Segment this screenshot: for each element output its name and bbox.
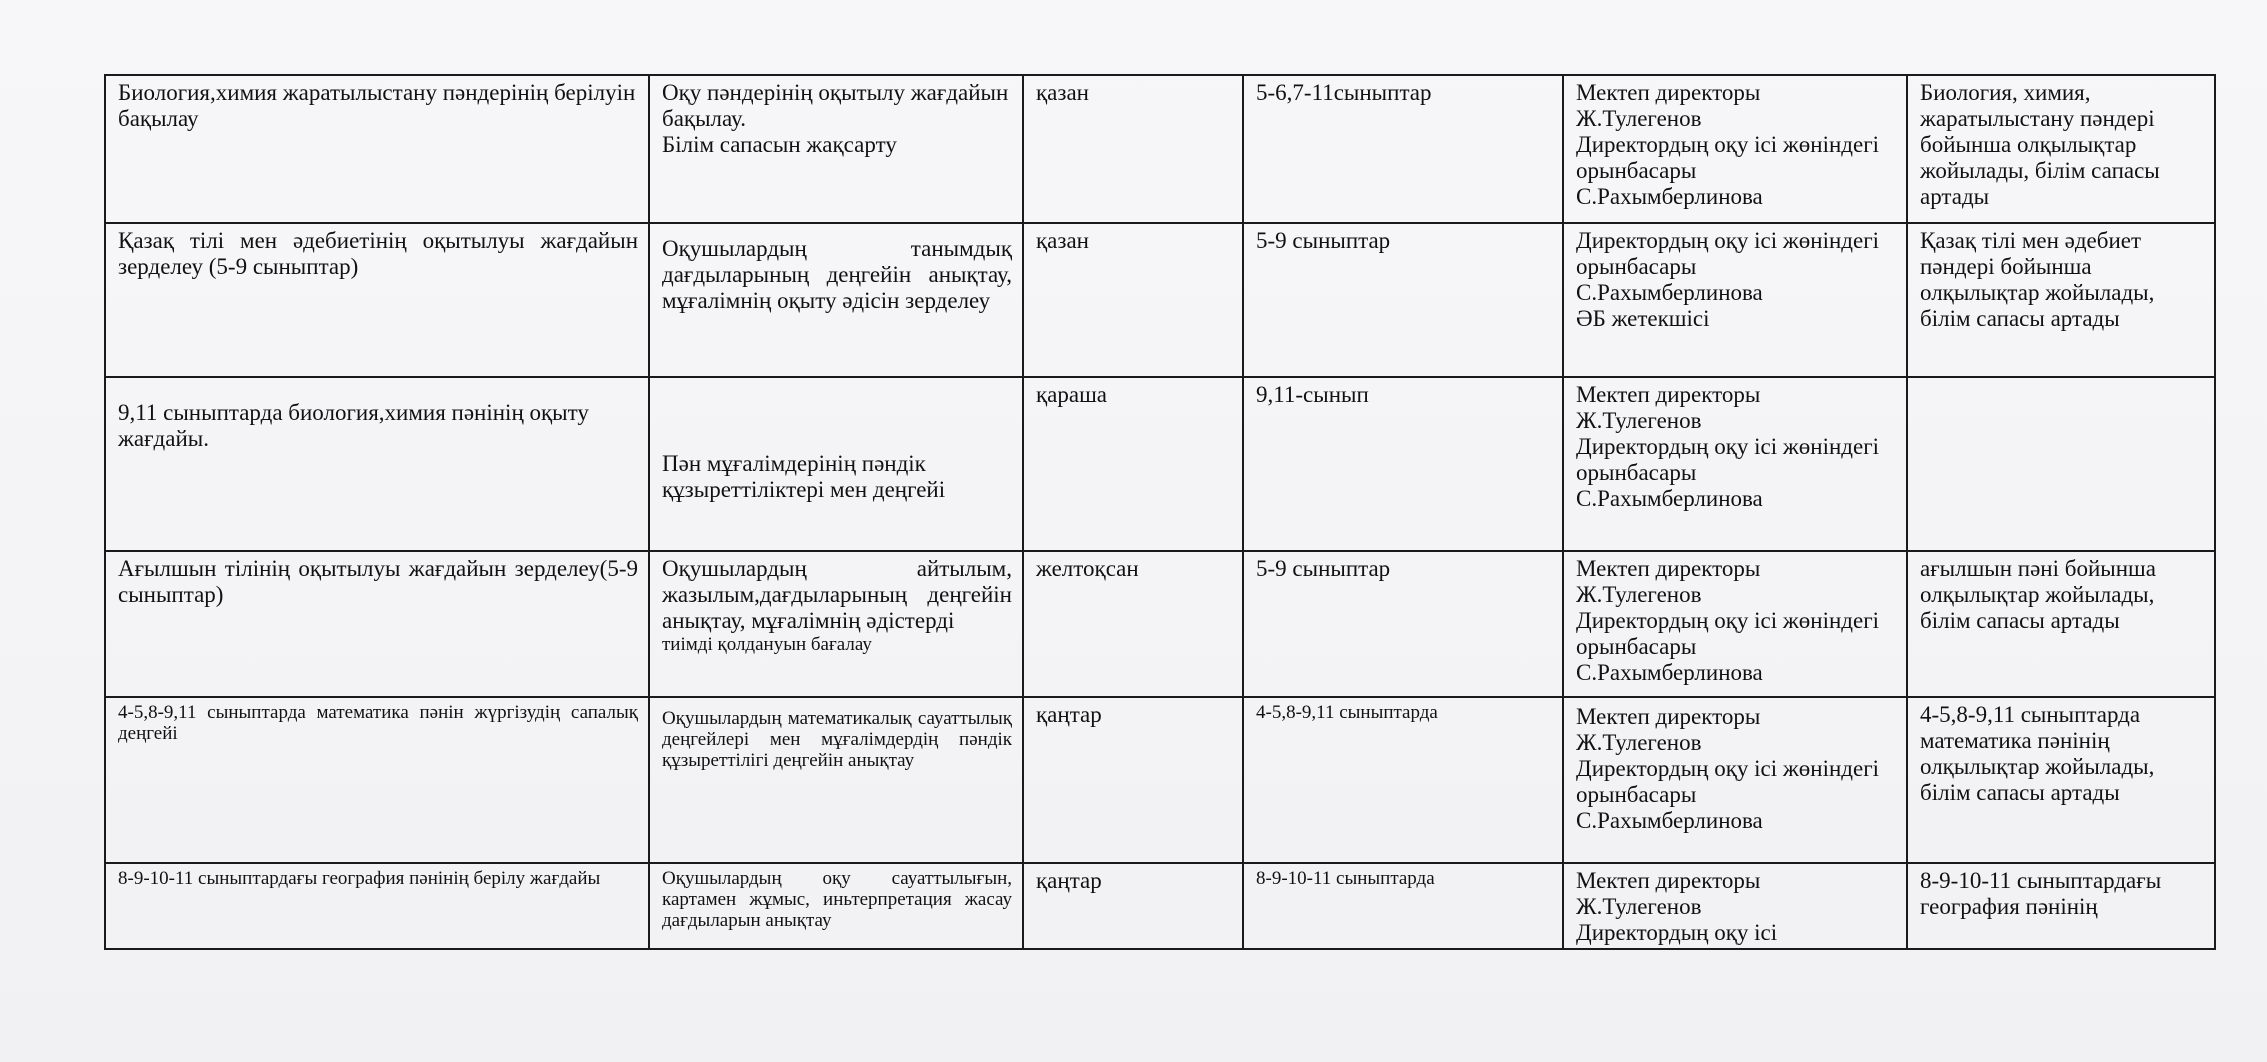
result-cell: 8-9-10-11 сыныптардағы география пәнінің: [1907, 863, 2215, 949]
month-cell: қараша: [1023, 377, 1243, 551]
result-cell: [1907, 377, 2215, 551]
topic-cell: 4-5,8-9,11 сыныптарда математика пәнін жүргізудің сапалық деңгейі: [105, 697, 649, 863]
month-cell: қаңтар: [1023, 863, 1243, 949]
goal-cell: Оқушылардың танымдық дағдыларының деңгейін анықтау, мұғалімнің оқыту әдісін зерделеу: [649, 223, 1023, 377]
table-row: [105, 223, 2215, 377]
responsible-cell: Мектеп директоры Ж.Тулегенов Директордың оқу ісі жөніндегі орынбасары С.Рахымберлинова: [1563, 697, 1907, 863]
classes-cell: 5-9 сыныптар: [1243, 223, 1563, 377]
goal-cell: Оқушылардың оқу сауаттылығын, картамен жұмыс, иньтерпретация жасау дағдыларын анықтау: [649, 863, 1023, 949]
table-row: [105, 377, 2215, 551]
goal-cell: Оқу пәндерінің оқытылу жағдайын бақылау. Білім сапасын жақсарту: [649, 75, 1023, 223]
responsible-cell: Мектеп директоры Ж.Тулегенов Директордың оқу ісі: [1563, 863, 1907, 949]
topic-cell: Ағылшын тілінің оқытылуы жағдайын зерделеу(5-9 сыныптар): [105, 551, 649, 697]
responsible-cell: Мектеп директоры Ж.Тулегенов Директордың оқу ісі жөніндегі орынбасары С.Рахымберлинова: [1563, 377, 1907, 551]
result-cell: ағылшын пәні бойынша олқылықтар жойылады, білім сапасы артады: [1907, 551, 2215, 697]
result-cell: Биология, химия, жаратылыстану пәндері бойынша олқылықтар жойылады, білім сапасы артады: [1907, 75, 2215, 223]
control-plan-table: [104, 74, 2216, 950]
month-cell: қазан: [1023, 223, 1243, 377]
topic-cell: Биология,химия жаратылыстану пәндерінің берілуін бақылау: [105, 75, 649, 223]
month-cell: қазан: [1023, 75, 1243, 223]
month-cell: қаңтар: [1023, 697, 1243, 863]
classes-cell: 4-5,8-9,11 сыныптарда: [1243, 697, 1563, 863]
topic-cell: 8-9-10-11 сыныптардағы география пәнінің берілу жағдайы: [105, 863, 649, 949]
table-row: [105, 863, 2215, 949]
goal-cell: Оқушылардың математикалық сауаттылық деңгейлері мен мұғалімдердің пәндік құзыреттілігі деңгейін анықтау: [649, 697, 1023, 863]
table-row: [105, 697, 2215, 863]
responsible-cell: Директордың оқу ісі жөніндегі орынбасары С.Рахымберлинова ӘБ жетекшісі: [1563, 223, 1907, 377]
classes-cell: 8-9-10-11 сыныптарда: [1243, 863, 1563, 949]
topic-cell: 9,11 сыныптарда биология,химия пәнінің оқыту жағдайы.: [105, 377, 649, 551]
responsible-cell: Мектеп директоры Ж.Тулегенов Директордың оқу ісі жөніндегі орынбасары С.Рахымберлинова: [1563, 75, 1907, 223]
goal-cell: Оқушылардың айтылым, жазылым,дағдыларының деңгейін анықтау, мұғалімнің әдістерді тиімді қолдануын бағалау: [649, 551, 1023, 697]
result-cell: Қазақ тілі мен әдебиет пәндері бойынша олқылықтар жойылады, білім сапасы артады: [1907, 223, 2215, 377]
table-row: [105, 551, 2215, 697]
result-cell: 4-5,8-9,11 сыныптарда математика пәнінің олқылықтар жойылады, білім сапасы артады: [1907, 697, 2215, 863]
classes-cell: 5-6,7-11сыныптар: [1243, 75, 1563, 223]
classes-cell: 5-9 сыныптар: [1243, 551, 1563, 697]
table-row: [105, 75, 2215, 223]
topic-cell: Қазақ тілі мен әдебиетінің оқытылуы жағдайын зерделеу (5-9 сыныптар): [105, 223, 649, 377]
goal-cell: Пән мұғалімдерінің пәндік құзыреттіліктері мен деңгейі: [649, 377, 1023, 551]
responsible-cell: Мектеп директоры Ж.Тулегенов Директордың оқу ісі жөніндегі орынбасары С.Рахымберлинова: [1563, 551, 1907, 697]
month-cell: желтоқсан: [1023, 551, 1243, 697]
classes-cell: 9,11-сынып: [1243, 377, 1563, 551]
